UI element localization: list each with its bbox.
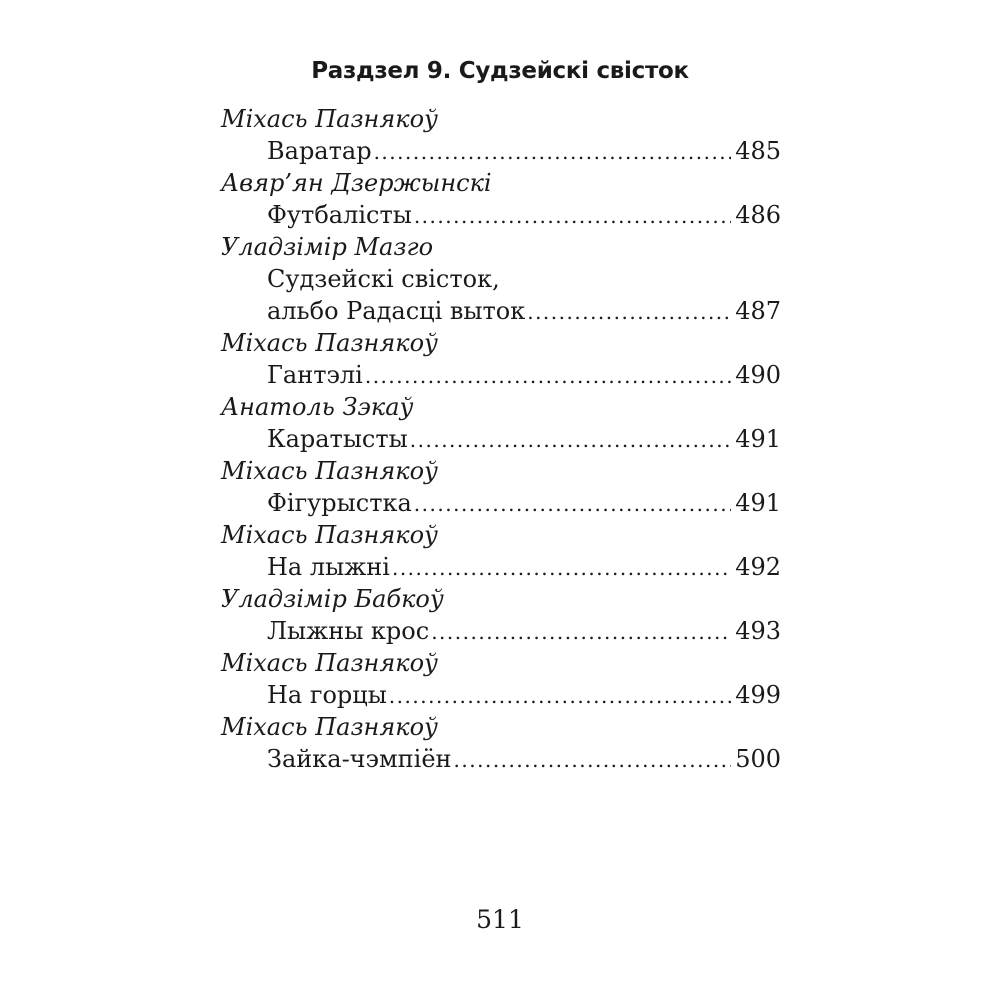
entry-page-number: 487	[735, 297, 781, 325]
entry-page-number: 493	[735, 617, 781, 645]
entry-page-number: 492	[735, 553, 781, 581]
entry-title-line1: Судзейскі свісток,	[267, 265, 500, 293]
dot-leader	[414, 489, 731, 519]
entry-author: Міхась Пазнякоў	[221, 105, 438, 133]
entry-page-number: 500	[735, 745, 781, 773]
dot-leader	[527, 297, 731, 327]
dot-leader	[410, 425, 731, 455]
toc-entry	[267, 616, 781, 647]
dot-leader	[414, 201, 731, 231]
entry-title: Каратысты	[267, 425, 408, 453]
toc-entry	[267, 200, 781, 231]
entry-title: На лыжні	[267, 553, 390, 581]
entry-author: Міхась Пазнякоў	[221, 521, 438, 549]
entry-author: Уладзімір Бабкоў	[221, 585, 444, 613]
entry-title: На горцы	[267, 681, 387, 709]
entry-page-number: 486	[735, 201, 781, 229]
dot-leader	[454, 745, 732, 775]
entry-author: Міхась Пазнякоў	[221, 329, 438, 357]
toc-entry	[267, 360, 781, 391]
entry-author: Анатоль Зэкаў	[221, 393, 414, 421]
dot-leader	[389, 681, 731, 711]
entry-title: Фігурыстка	[267, 489, 412, 517]
entry-author: Міхась Пазнякоў	[221, 713, 438, 741]
entry-title: Зайка-чэмпіён	[267, 745, 452, 773]
entry-page-number: 485	[735, 137, 781, 165]
entry-page-number: 490	[735, 361, 781, 389]
toc-entry	[267, 680, 781, 711]
toc-entry	[267, 136, 781, 167]
toc-entry	[267, 552, 781, 583]
entry-author: Авяр’ян Дзержынскі	[221, 169, 492, 197]
entry-title: Футбалісты	[267, 201, 412, 229]
toc-entry	[267, 424, 781, 455]
dot-leader	[374, 137, 732, 167]
section-title: Раздзел 9. Судзейскі свісток	[311, 58, 689, 84]
toc-entry	[267, 296, 781, 327]
entry-author: Міхась Пазнякоў	[221, 649, 438, 677]
toc-entry	[267, 488, 781, 519]
dot-leader	[365, 361, 731, 391]
dot-leader	[431, 617, 731, 647]
entry-author: Уладзімір Мазго	[221, 233, 434, 261]
entry-title: Лыжны крос	[267, 617, 430, 645]
entry-title: альбо Радасці выток	[267, 297, 526, 325]
entry-author: Міхась Пазнякоў	[221, 457, 438, 485]
entry-page-number: 491	[735, 425, 781, 453]
entry-title: Варатар	[267, 137, 372, 165]
entry-page-number: 499	[735, 681, 781, 709]
toc-entry	[267, 744, 781, 775]
entry-page-number: 491	[735, 489, 781, 517]
dot-leader	[392, 553, 731, 583]
page-number: 511	[476, 905, 524, 934]
entry-title: Гантэлі	[267, 361, 363, 389]
